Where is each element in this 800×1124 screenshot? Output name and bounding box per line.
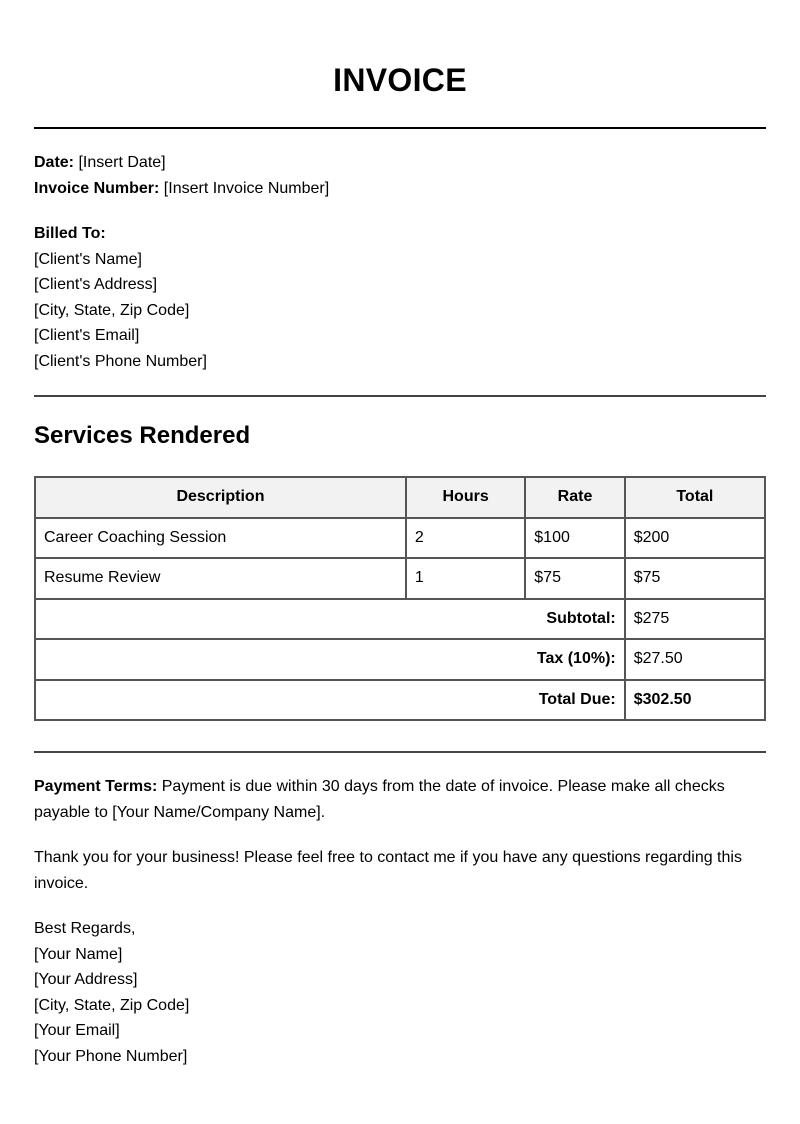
invoice-meta [34,150,766,201]
date-value: [Insert Date] [74,154,166,171]
thank-you-note: Thank you for your business! Please feel free to contact me if you have any questions regarding this invoice. [34,849,742,892]
column-header-rate: Rate [525,477,624,518]
sender-address: [Your Address] [34,971,138,989]
billed-to-heading-text: Billed To: [34,225,106,242]
invoice-number-label: Invoice Number: [34,179,160,197]
client-name: [Client's Name] [34,250,142,268]
invoice-number-value: [Insert Invoice Number] [159,179,330,197]
client-email: [Client's Email] [34,327,140,345]
column-header-description: Description [35,477,406,518]
row-total: $75 [625,558,765,599]
table-header-row [35,477,765,518]
tax-value: $27.50 [625,639,765,680]
payment-terms [34,774,766,825]
column-header-hours: Hours [406,477,525,518]
column-header-total: Total [625,477,765,518]
sender-phone: [Your Phone Number] [34,1047,188,1065]
total-due-row [35,680,765,721]
services-heading: Services Rendered [34,422,251,449]
client-address: [Client's Address] [34,276,158,294]
total-due-label: Total Due: [35,680,625,721]
table-row [35,518,765,559]
row-description: Career Coaching Session [35,518,406,559]
row-total: $200 [625,518,765,559]
row-rate: $75 [525,558,624,599]
subtotal-label: Subtotal: [35,599,625,640]
row-rate: $100 [525,518,624,559]
sender-email: [Your Email] [34,1022,120,1040]
client-city-state-zip: [City, State, Zip Code] [34,301,190,319]
subtotal-value: $275 [625,599,765,640]
row-hours: 2 [406,518,525,559]
table-divider [34,751,766,753]
row-description: Resume Review [35,558,406,599]
sender-name: [Your Name] [34,945,123,963]
services-table [34,476,766,721]
title-divider [34,127,766,129]
total-due-value: $302.50 [625,680,765,721]
tax-row [35,639,765,680]
row-hours: 1 [406,558,525,599]
payment-terms-label: Payment Terms: [34,778,158,795]
invoice-title: INVOICE [333,62,467,98]
client-phone: [Client's Phone Number] [34,352,207,370]
payment-terms-text: Payment is due within 30 days from the date of invoice. Please make all checks payable to [Your Name/Company Name]. [34,778,725,821]
billed-to-heading [34,221,766,247]
signature-block [34,916,766,1070]
table-row [35,558,765,599]
billed-to-divider [34,395,766,397]
billed-to-block [34,221,766,375]
tax-label: Tax (10%): [35,639,625,680]
sender-city-state-zip: [City, State, Zip Code] [34,996,190,1014]
subtotal-row [35,599,765,640]
closing: Best Regards, [34,920,136,937]
invoice-number-line [34,176,766,202]
date-label: Date: [34,154,75,171]
date-line [34,150,766,176]
